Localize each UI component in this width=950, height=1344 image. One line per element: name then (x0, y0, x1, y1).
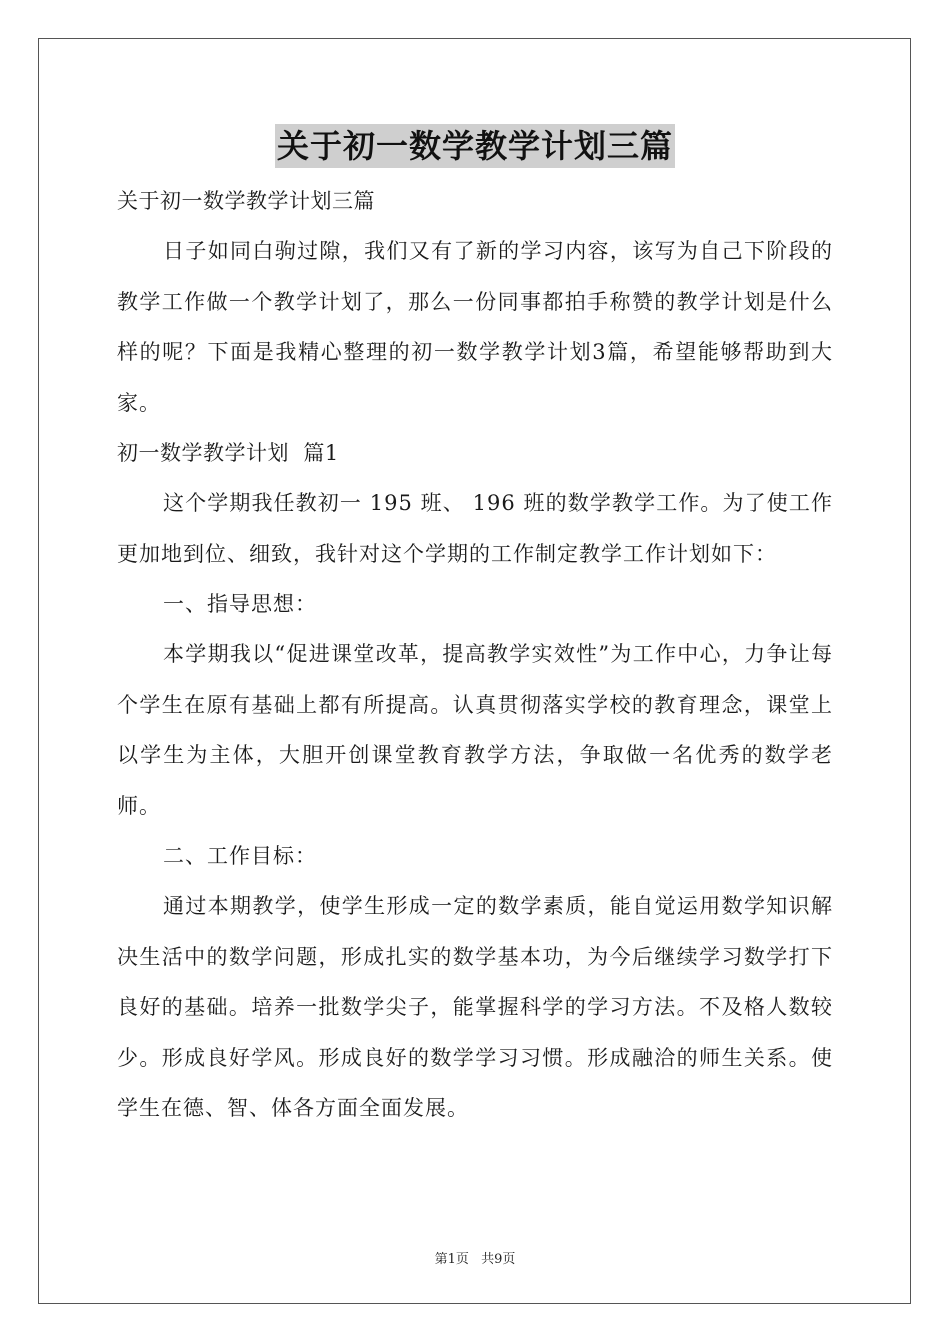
page-number: 第1页 (434, 1252, 469, 1267)
heading-work-goals: 二、工作目标： (163, 844, 317, 868)
intro-paragraph: 日子如同白驹过隙，我们又有了新的学习内容，该写为自己下阶段的教学工作做一个教学计划了，那么一份同事都拍手称赞的教学计划是什么样的呢？下面是我精心整理的初一数学教学计划3篇，希望能够帮助到大家。 (117, 239, 833, 415)
section-intro-paragraph: 这个学期我任教初一 195 班、 196 班的数学教学工作。为了使工作更加地到位、细致，我针对这个学期的工作制定教学工作计划如下： (117, 491, 833, 566)
page-footer (0, 1248, 950, 1267)
section-title: 初一数学教学计划 篇1 (117, 441, 339, 465)
document-subtitle: 关于初一数学教学计划三篇 (117, 189, 375, 213)
title-container (0, 124, 950, 168)
document-body (117, 176, 833, 1134)
guiding-thought-paragraph: 本学期我以“促进课堂改革，提高教学实效性”为工作中心，力争让每个学生在原有基础上都有所提高。认真贯彻落实学校的教育理念，课堂上以学生为主体，大胆开创课堂教育教学方法，争取做一名优秀的数学老师。 (117, 642, 833, 818)
document-title: 关于初一数学教学计划三篇 (275, 124, 675, 168)
work-goals-paragraph: 通过本期教学，使学生形成一定的数学素质，能自觉运用数学知识解决生活中的数学问题，形成扎实的数学基本功，为今后继续学习数学打下良好的基础。培养一批数学尖子，能掌握科学的学习方法。不及格人数较少。形成良好学风。形成良好的数学学习习惯。形成融洽的师生关系。使学生在德、智、体各方面全面发展。 (117, 894, 833, 1120)
heading-guiding-thought: 一、指导思想： (163, 592, 317, 616)
page-total: 共9页 (481, 1252, 516, 1267)
